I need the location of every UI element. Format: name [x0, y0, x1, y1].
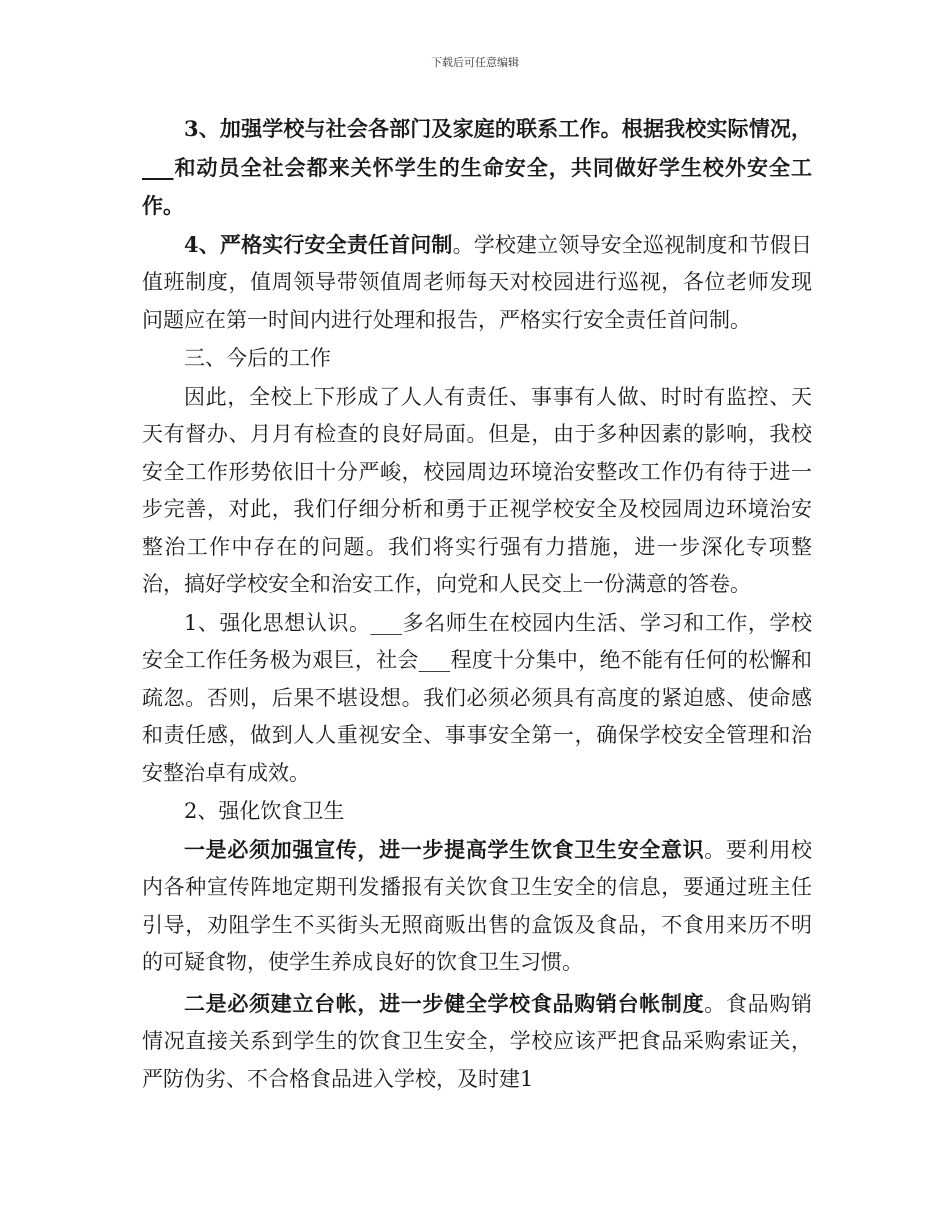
paragraph [142, 226, 812, 340]
paragraph [142, 831, 812, 982]
section-heading [142, 339, 812, 378]
paragraph [142, 985, 812, 1099]
paragraph-bold-text: 4、严格实行安全责任首问制 [184, 231, 453, 257]
paragraph-text: 1、强化思想认识。___多名师生在校园内生活、学习和工作，学校安全工作任务极为艰巨，社会___程度十分集中，绝不能有任何的松懈和疏忽。否则，后果不堪设想。我们必须必须具有高度的紧迫感、使命感和责任感，做到人人重视安全、事事安全第一，确保学校安全管理和治安整治卓有成效。 [142, 610, 812, 785]
paragraph-bold-text: 一是必须加强宣传，进一步提高学生饮食卫生安全意识 [184, 836, 705, 862]
paragraph-bold-text: 二是必须建立台帐，进一步健全学校食品购销台帐制度 [184, 990, 705, 1016]
subsection-heading [142, 792, 812, 831]
paragraph-text: 三、今后的工作 [184, 346, 331, 370]
document-body [142, 110, 812, 1098]
paragraph [142, 378, 812, 604]
paragraph-text: 。要利用校内各种宣传阵地定期刊发播报有关饮食卫生安全的信息，要通过班主任引导，劝阻学生不买街头无照商贩出售的盒饭及食品，不食用来历不明的可疑食物，使学生养成良好的饮食卫生习惯。 [142, 837, 813, 974]
page-header: 下载后可任意编辑 [431, 56, 519, 69]
paragraph [142, 110, 812, 226]
paragraph-text: 因此，全校上下形成了人人有责任、事事有人做、时时有监控、天天有督办、月月有检查的良好局面。但是，由于多种因素的影响，我校安全工作形势依旧十分严峻，校园周边环境治安整改工作仍有待于进一步完善，对此，我们仔细分析和勇于正视学校安全及校园周边环境治安整治工作中存在的问题。我们将实行强有力措施，进一步深化专项整治，搞好学校安全和治安工作，向党和人民交上一份满意的答卷。 [142, 384, 812, 596]
paragraph-bold-text: 3、加强学校与社会各部门及家庭的联系工作。根据我校实际情况，___和动员全社会都来关怀学生的生命安全，共同做好学生校外安全工作。 [142, 116, 812, 218]
paragraph-text: 2、强化饮食卫生 [184, 799, 345, 823]
paragraph-text: 。食品购销情况直接关系到学生的饮食卫生安全，学校应该严把食品采购索证关，严防伪劣、不合格食品进入学校，及时建1 [142, 991, 813, 1091]
paragraph [142, 604, 812, 793]
paragraph-text: 。学校建立领导安全巡视制度和节假日值班制度，值周领导带领值周老师每天对校园进行巡视，各位老师发现问题应在第一时间内进行处理和报告，严格实行安全责任首问制。 [142, 232, 812, 332]
